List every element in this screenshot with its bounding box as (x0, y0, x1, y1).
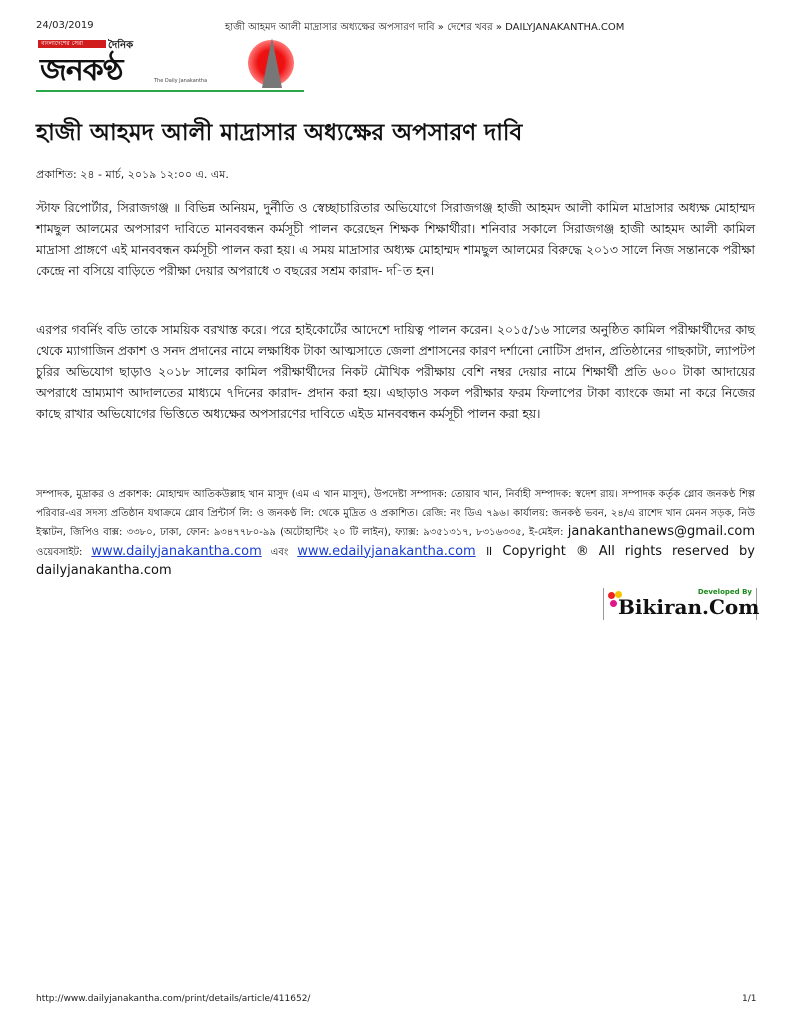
copyright: ॥ Copyright ® All rights reserved by dailyjanakantha.com (36, 543, 755, 578)
footer-imprint (36, 486, 755, 582)
link-dailyjanakantha[interactable]: www.dailyjanakantha.com (91, 543, 262, 559)
link-edailyjanakantha[interactable]: www.edailyjanakantha.com (297, 543, 476, 559)
developer-brand: Bikiran.Com (618, 595, 760, 619)
logo-dainik: দৈনিক (108, 40, 134, 51)
website-label: ওয়েবসাইট: (36, 546, 83, 558)
article-paragraph: এরপর গবর্নিং বডি তাকে সাময়িক বরখাস্ত করে। পরে হাইকোর্টের আদেশে দায়িত্ব পালন করেন। ২০১৫/১৬ সালের অনুষ্ঠিত কামিল পরীক্ষার্থীদের কাছ থেকে ম্যাগাজিন প্রকাশ ও সনদ প্রদানের নামে লক্ষাধিক টাকা আত্মসাতে জেলা প্রশাসনের কারণ দর্শানো নোটিস প্রদান, প্রতিষ্ঠানের গাছকাটা, ল্যাপটপ চুরির অভিযোগ ছাড়াও ২০১৮ সালের কামিল পরীক্ষার্থীদের নিকট মৌখিক পরীক্ষায় বেশি নম্বর দেয়ার নামে শিক্ষার্থী প্রতি ৬০০ টাকা আদায়ের অপরাধে ভ্রাম্যমাণ আদালতের মাধ্যমে ৭দিনের কারাদ- প্রদান করা হয়। এছাড়াও সকল পরীক্ষার ফরম ফিলাপের টাকা ব্যাংকে জমা না করে নিজের কাছে রাখার অভিযোগের ভিত্তিতে অধ্যক্ষের অপসারণের দাবিতে এইড মানববন্ধন কর্মসূচী পালন করা হয়। (36, 323, 755, 421)
logo-monument-icon (262, 38, 282, 88)
logo-name: জনকণ্ঠ (40, 53, 123, 88)
logo-tagline: বাংলাদেশের সেরা (38, 40, 106, 48)
print-url: http://www.dailyjanakantha.com/print/details/article/411652/ (36, 994, 311, 1004)
logo-underline (36, 90, 304, 92)
logo-subtitle: The Daily Janakantha (154, 78, 208, 84)
developed-by-label: Developed By (697, 588, 752, 596)
logo-dot-icon (608, 592, 615, 599)
page-number: 1/1 (742, 994, 757, 1004)
print-page-title: হাজী আহমদ আলী মাদ্রাসার অধ্যক্ষের অপসারণ দাবি » দেশের খবর » DAILYJANAKANTHA.COM (225, 22, 625, 33)
and-text: এবং (270, 546, 289, 558)
imprint-text: সম্পাদক, মুদ্রাকর ও প্রকাশক: মোহাম্মদ আতিকউল্লাহ খান মাসুদ (এম এ খান মাসুদ), উপদেষ্টা সম্পাদক: তোয়াব খান, নির্বাহী সম্পাদক: স্বদেশ রায়। সম্পাদক কর্তৃক গ্লোব জনকণ্ঠ শিল্প পরিবার-এর সদস্য প্রতিষ্ঠান যথাক্রমে গ্লোব প্রিন্টার্স লি: ও জনকণ্ঠ লি: থেকে মুদ্রিত ও প্রকাশিত। রেজি: নং ডিএ ৭৯৬। কার্যালয়: জনকণ্ঠ ভবন, ২৪/এ রাশেদ খান মেনন সড়ক, নিউ ইস্কাটন, জিপিও বাক্স: ৩৩৮০, ঢাকা, ফোন: ৯৩৪৭৭৮০-৯৯ (অটোহান্টিং ২০ টি লাইন), ফ্যাক্স: ৯৩৫১৩১৭, ৮৩১৬৩৩৫, ই-মেইল: (36, 489, 755, 538)
print-date: 24/03/2019 (36, 20, 94, 31)
article-headline: হাজী আহমদ আলী মাদ্রাসার অধ্যক্ষের অপসারণ দাবি (36, 120, 523, 146)
janakantha-logo[interactable] (36, 38, 306, 92)
published-date: প্রকাশিত: ২৪ - মার্চ, ২০১৯ ১২:০০ এ. এম. (36, 168, 229, 181)
logo-dot-icon (610, 600, 617, 607)
article-paragraph: স্টাফ রিপোর্টার, সিরাজগঞ্জ ॥ বিভিন্ন অনিয়ম, দুর্নীতি ও স্বেচ্ছাচারিতার অভিযোগে সিরাজগঞ্জ হাজী আহমদ আলী কামিল মাদ্রাসার অধ্যক্ষ মোহাম্মদ শামছুল আলমের অপসারণ দাবিতে মানববন্ধন কর্মসূচী পালন করেছেন শিক্ষক শিক্ষার্থীরা। শনিবার সকালে সিরাজগঞ্জ হাজী আহমদ আলী কামিল মাদ্রাসা প্রাঙ্গণে এই মানববন্ধন কর্মসূচী পালন করা হয়। এ সময় মাদ্রাসার অধ্যক্ষ মোহাম্মদ শামছুল আলমের বিরুদ্ধে ২০১৩ সালে নিজ সন্তানকে পরীক্ষা কেন্দ্রে না বসিয়ে বাড়িতে পরীক্ষা দেয়ার অপরাধে ৩ বছরের সশ্রম কারাদ- দ-িত হন। (36, 201, 755, 278)
developer-badge[interactable] (603, 588, 760, 620)
footer-email: janakanthanews@gmail.com (567, 524, 755, 539)
